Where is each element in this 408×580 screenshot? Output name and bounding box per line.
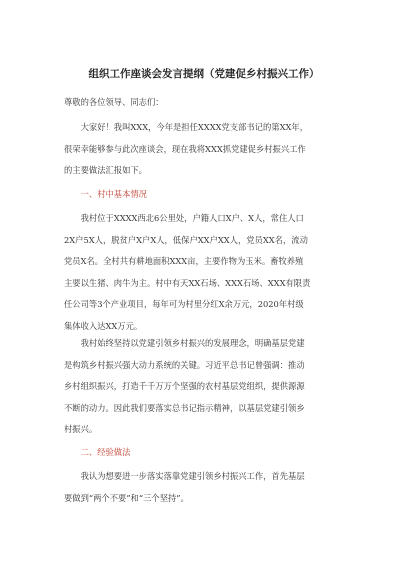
paragraph-line: 集体收入达XX万元。	[64, 320, 143, 331]
section1-paragraph-1	[64, 208, 346, 337]
paragraph-line: 主要以生猪、肉牛为主。村中有天XX石场、XXX石场、XXX有限责	[64, 277, 311, 288]
paragraph-line: 党员X名。全村共有耕地面积XXX亩，主要作物为玉米。畜牧养殖	[64, 256, 304, 266]
paragraph-line: 要做到“两个不要”和“三个坚持”。	[64, 492, 189, 503]
greeting	[64, 92, 346, 114]
intro-line: 的主要做法汇报如下。	[64, 165, 147, 175]
intro-line: 大家好！我叫XXX，今年是担任XXXX党支部书记的第XX年，	[64, 122, 308, 132]
greeting-line: 尊敬的各位领导、同志们：	[64, 97, 164, 107]
paragraph-line: 不断的动力。因此我们要落实总书记指示精神，以基层党建引领乡	[64, 402, 305, 413]
paragraph-line: 任公司等3个产业项目，每年可为村里分红X余万元，2020年村级	[64, 299, 304, 309]
intro-paragraph	[64, 117, 346, 182]
section1-paragraph-2	[64, 333, 346, 441]
document-title: 组织工作座谈会发言提纲（党建促乡村振兴工作）	[88, 68, 320, 80]
paragraph-line: 是构筑乡村振兴强大动力系统的关键。习近平总书记曾强调：推动	[64, 359, 305, 370]
paragraph-line: 我村始终坚持以党建引领乡村振兴的发展理念，明确基层党建	[64, 338, 305, 348]
paragraph-line: 2X户5X人，脱贫户X户X人，低保户XX户XX人，党员XX名，流动	[64, 234, 308, 245]
section2-paragraph-1	[64, 466, 346, 509]
section-heading-text: 二、经验做法	[64, 447, 131, 457]
paragraph-line: 村振兴。	[64, 424, 98, 434]
section-heading-1	[64, 184, 346, 206]
paragraph-line: 我认为想要进一步落实落靠党建引领乡村振兴工作，首先基层	[64, 471, 305, 481]
paragraph-line: 我村位于XXXX西北6公里处，户籍人口X户、X人，常住人口	[64, 213, 304, 223]
paragraph-line: 乡村组织振兴，打造千千万万个坚强的农村基层党组织，提供源源	[64, 381, 305, 391]
section-heading-text: 一、村中基本情况	[64, 189, 147, 199]
section-heading-2	[64, 442, 346, 464]
intro-line: 很荣幸能够参与此次座谈会，现在我将XXX抓党建促乡村振兴工作	[64, 143, 306, 154]
